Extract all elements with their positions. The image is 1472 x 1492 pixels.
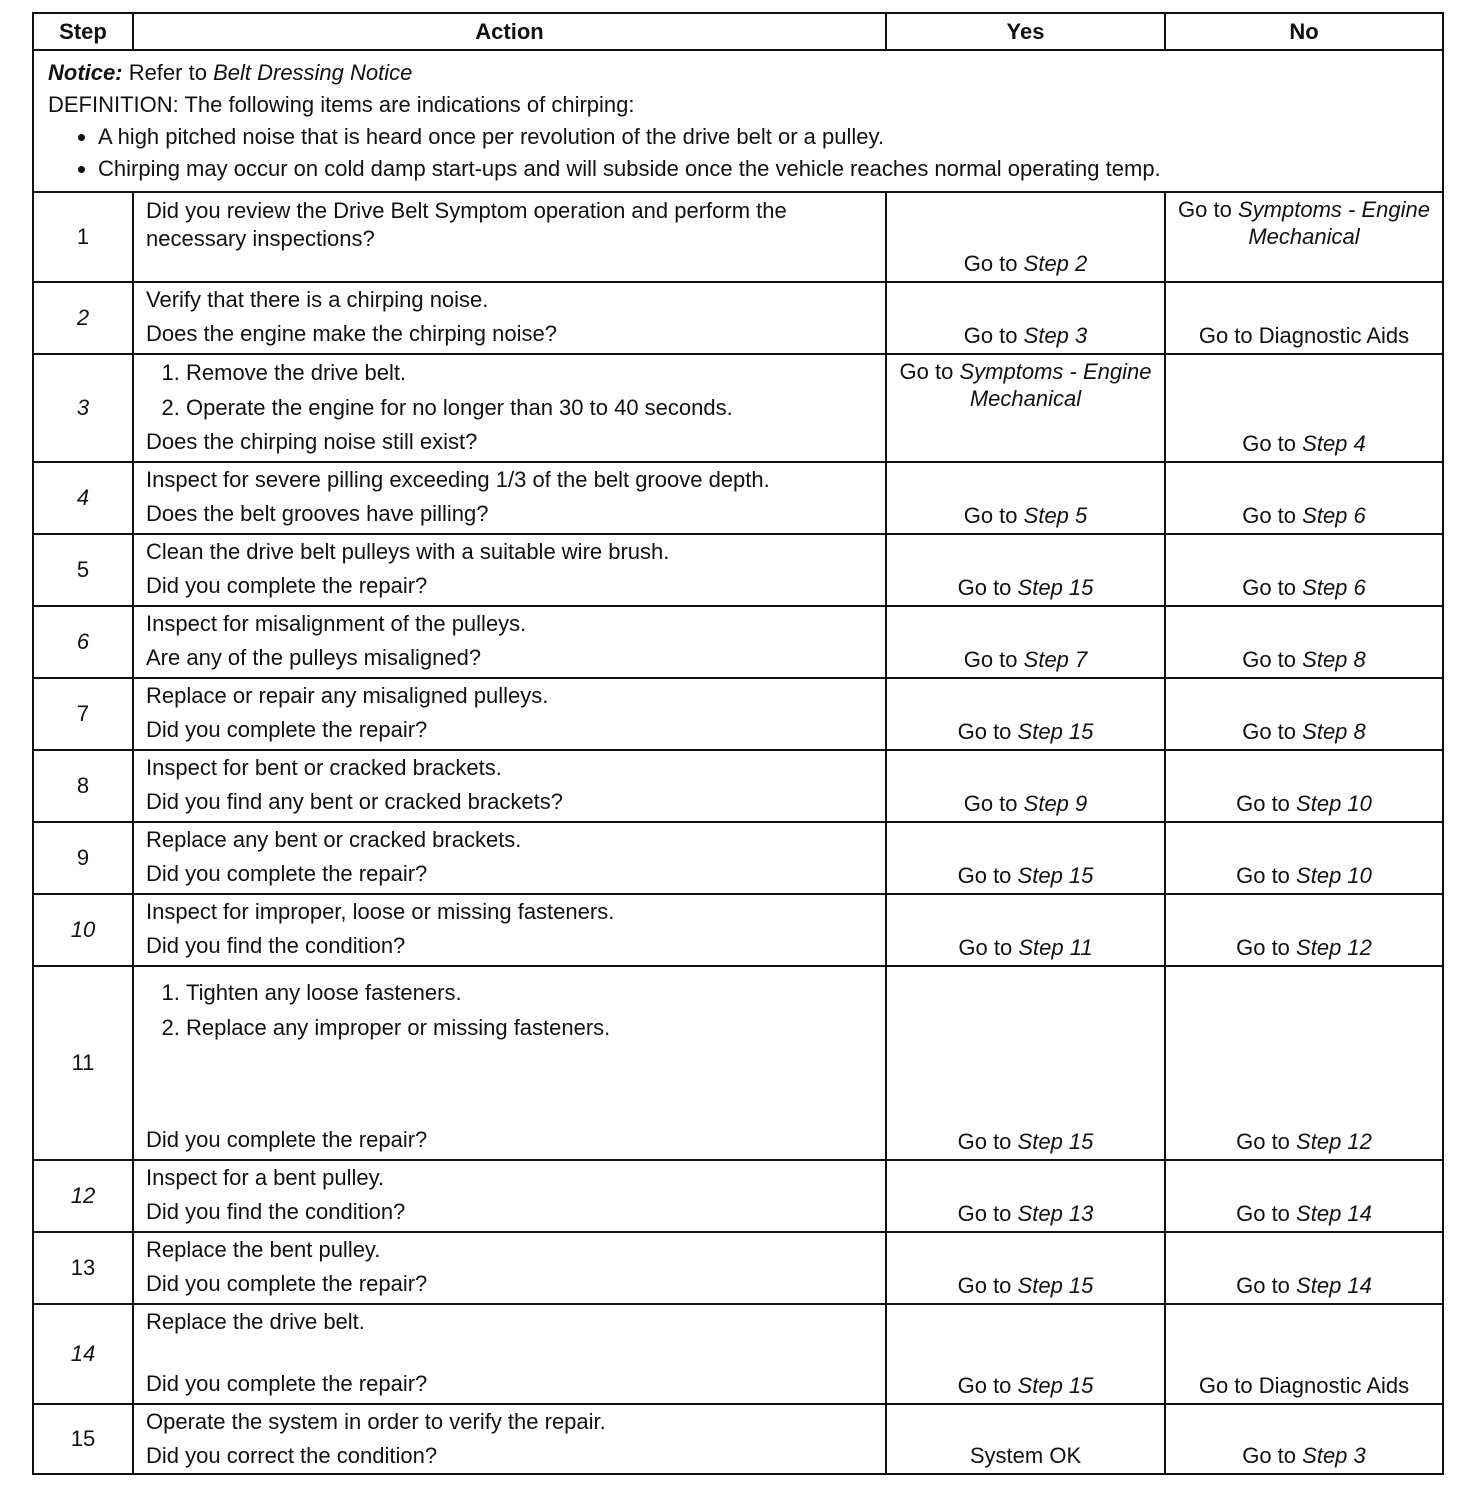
action-text: Inspect for misalignment of the pulleys. bbox=[146, 611, 527, 636]
action-cell bbox=[133, 894, 886, 966]
step-row bbox=[33, 822, 1443, 894]
step-number: 7 bbox=[33, 678, 133, 750]
action-text: Replace the bent pulley. bbox=[146, 1237, 381, 1262]
no-cell bbox=[1165, 606, 1443, 678]
go-to-text: Go to bbox=[1236, 935, 1290, 960]
go-to-text: Go to bbox=[963, 323, 1018, 348]
action-question: Did you find the condition? bbox=[146, 1199, 406, 1224]
go-to-text: Go to bbox=[1242, 431, 1297, 456]
no-reference: Step 14 bbox=[1296, 1201, 1372, 1226]
step-row bbox=[33, 750, 1443, 822]
yes-cell bbox=[886, 462, 1165, 534]
step-row bbox=[33, 534, 1443, 606]
no-cell bbox=[1165, 192, 1443, 282]
step-row bbox=[33, 966, 1443, 1160]
yes-cell bbox=[886, 750, 1165, 822]
definition-text: DEFINITION: The following items are indications of chirping: bbox=[48, 92, 635, 117]
no-text: Go to Diagnostic Aids bbox=[1198, 1373, 1410, 1398]
yes-reference: Step 3 bbox=[1023, 323, 1088, 348]
action-text: Operate the system in order to verify the repair. bbox=[146, 1409, 606, 1434]
action-question: Are any of the pulleys misaligned? bbox=[146, 645, 482, 670]
notice-reference: Belt Dressing Notice bbox=[213, 60, 413, 85]
step-number: 12 bbox=[33, 1160, 133, 1232]
no-cell bbox=[1165, 822, 1443, 894]
no-reference: Step 8 bbox=[1302, 719, 1366, 744]
yes-reference: Step 15 bbox=[1017, 575, 1094, 600]
go-to-text: Go to bbox=[963, 647, 1018, 672]
step-number: 15 bbox=[33, 1404, 133, 1474]
action-step-item: 2. Replace any improper or missing fasteners. bbox=[186, 1010, 875, 1045]
action-cell bbox=[133, 354, 886, 462]
yes-cell bbox=[886, 192, 1165, 282]
action-cell bbox=[133, 534, 886, 606]
no-cell bbox=[1165, 1304, 1443, 1404]
action-text: Inspect for a bent pulley. bbox=[146, 1165, 385, 1190]
yes-cell bbox=[886, 282, 1165, 354]
step-number: 3 bbox=[33, 354, 133, 462]
action-question: Did you complete the repair? bbox=[146, 717, 428, 742]
no-reference: Step 10 bbox=[1296, 791, 1372, 816]
no-reference: Step 10 bbox=[1296, 863, 1372, 888]
yes-reference: Step 11 bbox=[1018, 935, 1093, 960]
notice-label: Notice: bbox=[48, 60, 123, 85]
no-cell bbox=[1165, 354, 1443, 462]
go-to-text: Go to bbox=[1242, 575, 1297, 600]
action-cell bbox=[133, 606, 886, 678]
action-text: Replace the drive belt. bbox=[146, 1309, 365, 1334]
no-reference: Step 12 bbox=[1296, 1129, 1372, 1154]
go-to-text: Go to bbox=[963, 791, 1018, 816]
action-text: Inspect for severe pilling exceeding 1/3 of the belt groove depth. bbox=[146, 467, 770, 492]
no-cell bbox=[1165, 1404, 1443, 1474]
action-cell bbox=[133, 192, 886, 282]
action-cell bbox=[133, 1160, 886, 1232]
yes-reference: Step 13 bbox=[1017, 1201, 1094, 1226]
yes-reference: Step 15 bbox=[1017, 1129, 1094, 1154]
go-to-text: Go to bbox=[957, 1273, 1012, 1298]
action-cell bbox=[133, 282, 886, 354]
yes-reference: Step 7 bbox=[1023, 647, 1088, 672]
action-question: Did you correct the condition? bbox=[146, 1443, 438, 1468]
yes-reference: Step 15 bbox=[1017, 1373, 1094, 1398]
no-reference: Step 8 bbox=[1302, 647, 1366, 672]
no-reference: Symptoms - Engine Mechanical bbox=[1237, 197, 1430, 249]
step-number: 13 bbox=[33, 1232, 133, 1304]
go-to-text: Go to bbox=[1242, 647, 1297, 672]
step-number: 5 bbox=[33, 534, 133, 606]
step-row bbox=[33, 1232, 1443, 1304]
step-row bbox=[33, 282, 1443, 354]
step-number: 11 bbox=[33, 966, 133, 1160]
header-action: Action bbox=[133, 13, 886, 50]
no-text: Go to Diagnostic Aids bbox=[1198, 323, 1410, 348]
header-no: No bbox=[1165, 13, 1443, 50]
no-reference: Step 6 bbox=[1302, 575, 1366, 600]
no-cell bbox=[1165, 282, 1443, 354]
notice-row bbox=[33, 50, 1443, 192]
go-to-text: Go to bbox=[1178, 197, 1232, 222]
step-number: 6 bbox=[33, 606, 133, 678]
no-cell bbox=[1165, 1232, 1443, 1304]
yes-reference: Step 15 bbox=[1017, 863, 1094, 888]
go-to-text: Go to bbox=[1242, 503, 1297, 528]
action-steps-list bbox=[146, 355, 875, 425]
notice-line bbox=[48, 57, 1430, 89]
go-to-text: Go to bbox=[963, 503, 1018, 528]
definition-bullets bbox=[48, 121, 1430, 185]
step-row bbox=[33, 462, 1443, 534]
yes-cell bbox=[886, 1160, 1165, 1232]
action-step-item: 1. Tighten any loose fasteners. bbox=[186, 975, 875, 1010]
yes-cell bbox=[886, 678, 1165, 750]
yes-cell bbox=[886, 606, 1165, 678]
go-to-text: Go to bbox=[1242, 1443, 1297, 1468]
action-text: Inspect for improper, loose or missing fasteners. bbox=[146, 899, 615, 924]
action-cell bbox=[133, 750, 886, 822]
action-text: Inspect for bent or cracked brackets. bbox=[146, 755, 502, 780]
notice-text: Refer to bbox=[128, 60, 207, 85]
no-reference: Step 14 bbox=[1296, 1273, 1372, 1298]
header-step: Step bbox=[33, 13, 133, 50]
yes-reference: Step 15 bbox=[1017, 1273, 1094, 1298]
yes-reference: Step 2 bbox=[1023, 251, 1088, 276]
yes-reference: Step 5 bbox=[1023, 503, 1088, 528]
step-row bbox=[33, 1404, 1443, 1474]
go-to-text: Go to bbox=[957, 575, 1012, 600]
action-question: Did you complete the repair? bbox=[146, 1371, 428, 1396]
go-to-text: Go to bbox=[899, 359, 954, 384]
action-question: Did you complete the repair? bbox=[146, 573, 428, 598]
go-to-text: Go to bbox=[1236, 1273, 1290, 1298]
yes-cell bbox=[886, 354, 1165, 462]
action-text: Verify that there is a chirping noise. bbox=[146, 287, 489, 312]
go-to-text: Go to bbox=[963, 251, 1018, 276]
go-to-text: Go to bbox=[957, 719, 1012, 744]
step-row bbox=[33, 1160, 1443, 1232]
action-cell bbox=[133, 966, 886, 1160]
action-cell bbox=[133, 678, 886, 750]
yes-text: System OK bbox=[969, 1443, 1082, 1468]
yes-cell bbox=[886, 1404, 1165, 1474]
step-row bbox=[33, 1304, 1443, 1404]
action-text: Replace any bent or cracked brackets. bbox=[146, 827, 522, 852]
action-question: Did you find any bent or cracked brackets? bbox=[146, 789, 564, 814]
no-cell bbox=[1165, 1160, 1443, 1232]
header-yes: Yes bbox=[886, 13, 1165, 50]
step-number: 4 bbox=[33, 462, 133, 534]
yes-cell bbox=[886, 966, 1165, 1160]
step-number: 8 bbox=[33, 750, 133, 822]
action-cell bbox=[133, 1232, 886, 1304]
yes-cell bbox=[886, 1304, 1165, 1404]
yes-cell bbox=[886, 534, 1165, 606]
go-to-text: Go to bbox=[1236, 1129, 1290, 1154]
go-to-text: Go to bbox=[958, 935, 1013, 960]
yes-cell bbox=[886, 822, 1165, 894]
yes-reference: Symptoms - Engine Mechanical bbox=[959, 359, 1152, 411]
yes-reference: Step 9 bbox=[1023, 791, 1088, 816]
action-cell bbox=[133, 822, 886, 894]
notice-cell bbox=[33, 50, 1443, 192]
yes-cell bbox=[886, 1232, 1165, 1304]
no-cell bbox=[1165, 750, 1443, 822]
no-cell bbox=[1165, 894, 1443, 966]
go-to-text: Go to bbox=[957, 1129, 1012, 1154]
action-question: Does the chirping noise still exist? bbox=[146, 429, 478, 454]
no-cell bbox=[1165, 678, 1443, 750]
header-row bbox=[33, 13, 1443, 50]
go-to-text: Go to bbox=[1242, 719, 1297, 744]
yes-cell bbox=[886, 894, 1165, 966]
step-row bbox=[33, 192, 1443, 282]
action-step-item: 1. Remove the drive belt. bbox=[186, 355, 875, 390]
action-cell bbox=[133, 462, 886, 534]
step-number: 2 bbox=[33, 282, 133, 354]
step-number: 1 bbox=[33, 192, 133, 282]
action-text: Did you review the Drive Belt Symptom operation and perform the necessary inspections? bbox=[146, 198, 787, 251]
action-question: Did you complete the repair? bbox=[146, 1127, 428, 1152]
action-question: Did you find the condition? bbox=[146, 933, 406, 958]
action-cell bbox=[133, 1404, 886, 1474]
action-cell bbox=[133, 1304, 886, 1404]
no-reference: Step 6 bbox=[1302, 503, 1366, 528]
step-row bbox=[33, 894, 1443, 966]
go-to-text: Go to bbox=[957, 863, 1012, 888]
step-row bbox=[33, 354, 1443, 462]
action-steps-list bbox=[146, 967, 875, 1045]
step-row bbox=[33, 678, 1443, 750]
diagnostic-table bbox=[32, 12, 1444, 1475]
step-number: 14 bbox=[33, 1304, 133, 1404]
no-reference: Step 3 bbox=[1302, 1443, 1366, 1468]
bullet-item: • A high pitched noise that is heard once per revolution of the drive belt or a pulley. bbox=[98, 121, 1430, 153]
no-reference: Step 4 bbox=[1302, 431, 1366, 456]
action-text: Replace or repair any misaligned pulleys. bbox=[146, 683, 549, 708]
no-cell bbox=[1165, 462, 1443, 534]
action-question: Does the engine make the chirping noise? bbox=[146, 321, 557, 346]
no-reference: Step 12 bbox=[1296, 935, 1372, 960]
action-question: Does the belt grooves have pilling? bbox=[146, 501, 489, 526]
action-question: Did you complete the repair? bbox=[146, 1271, 428, 1296]
step-number: 10 bbox=[33, 894, 133, 966]
action-text: Clean the drive belt pulleys with a suitable wire brush. bbox=[146, 539, 670, 564]
bullet-item: • Chirping may occur on cold damp start-ups and will subside once the vehicle reaches normal operating temp. bbox=[98, 153, 1430, 185]
no-cell bbox=[1165, 966, 1443, 1160]
go-to-text: Go to bbox=[957, 1373, 1012, 1398]
action-step-item: 2. Operate the engine for no longer than 30 to 40 seconds. bbox=[186, 390, 875, 425]
action-question: Did you complete the repair? bbox=[146, 861, 428, 886]
go-to-text: Go to bbox=[1236, 1201, 1290, 1226]
no-cell bbox=[1165, 534, 1443, 606]
go-to-text: Go to bbox=[1236, 863, 1290, 888]
step-number: 9 bbox=[33, 822, 133, 894]
step-row bbox=[33, 606, 1443, 678]
yes-reference: Step 15 bbox=[1017, 719, 1094, 744]
go-to-text: Go to bbox=[1236, 791, 1290, 816]
go-to-text: Go to bbox=[957, 1201, 1012, 1226]
